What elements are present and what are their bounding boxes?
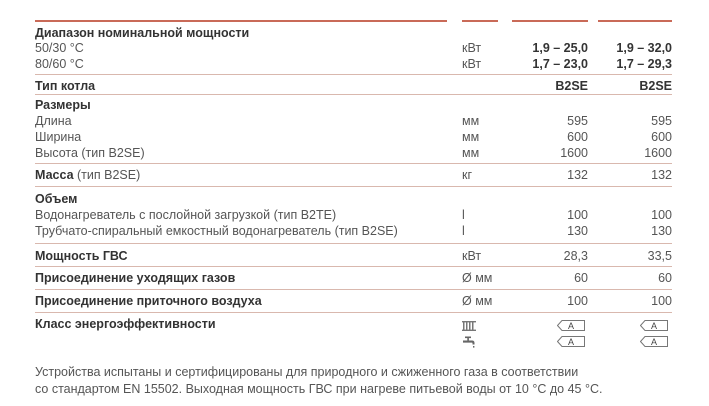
- mass-label-group: [35, 168, 140, 182]
- value-col1: 100: [567, 294, 588, 308]
- value-col1: B2SE: [555, 79, 588, 93]
- boiler-type-label: Тип котла: [35, 79, 96, 93]
- dhw-power-label: Мощность ГВС: [35, 249, 128, 263]
- energy-badge-hot-water-col2: [640, 336, 668, 347]
- row-label: 50/30 °C: [35, 41, 84, 55]
- value-col2: 600: [651, 130, 672, 144]
- value-col1: 132: [567, 168, 588, 182]
- divider: [35, 266, 672, 267]
- value-col2: 100: [651, 294, 672, 308]
- value-col1: 28,3: [563, 249, 588, 263]
- value-col2: 60: [658, 271, 672, 285]
- row-unit: мм: [462, 130, 480, 144]
- flue-gas-label: Присоединение уходящих газов: [35, 271, 236, 285]
- divider: [35, 163, 672, 164]
- energy-badge-letter: A: [567, 336, 575, 347]
- divider: [35, 74, 672, 75]
- divider: [35, 186, 672, 187]
- value-col1: 600: [567, 130, 588, 144]
- divider: [35, 312, 672, 313]
- value-col2: 132: [651, 168, 672, 182]
- divider: [35, 94, 672, 95]
- value-col2: 1600: [644, 146, 672, 160]
- value-col1: 130: [567, 224, 588, 238]
- section-title-volume: Объем: [35, 192, 78, 206]
- energy-badge-heating-col2: [640, 320, 668, 331]
- row-unit: мм: [462, 114, 480, 128]
- row-unit: кВт: [462, 249, 482, 263]
- radiator-icon: [462, 320, 476, 332]
- value-col2: B2SE: [639, 79, 672, 93]
- value-col1: 60: [574, 271, 588, 285]
- energy-badge-heating-col1: [557, 320, 585, 331]
- energy-badge-letter: A: [567, 320, 575, 331]
- mass-label: Масса: [35, 168, 74, 182]
- footnote-line-2: со стандартом EN 15502. Выходная мощность ГВС при нагреве питьевой воды от 10 °C до 45 °C.: [35, 382, 603, 396]
- row-unit: l: [462, 224, 465, 238]
- row-unit: мм: [462, 146, 480, 160]
- value-col1: 100: [567, 208, 588, 222]
- value-col2: 1,9 – 32,0: [616, 41, 672, 55]
- row-label: Длина: [35, 114, 72, 128]
- energy-badge-hot-water-col1: [557, 336, 585, 347]
- divider: [35, 289, 672, 290]
- value-col2: 595: [651, 114, 672, 128]
- row-unit: l: [462, 208, 465, 222]
- row-label: 80/60 °C: [35, 57, 84, 71]
- header-rule-col1: [512, 20, 588, 22]
- header-rule-label: [35, 20, 447, 22]
- row-unit: Ø мм: [462, 271, 493, 285]
- value-col2: 33,5: [647, 249, 672, 263]
- row-label: Трубчато-спиральный емкостный водонагреватель (тип B2SE): [35, 224, 398, 238]
- header-rule-col2: [598, 20, 672, 22]
- value-col1: 1,9 – 25,0: [532, 41, 588, 55]
- value-col1: 1600: [560, 146, 588, 160]
- energy-badge-letter: A: [650, 336, 658, 347]
- energy-class-label: Класс энергоэффективности: [35, 317, 216, 331]
- value-col2: 130: [651, 224, 672, 238]
- mass-sub-label: (тип B2SE): [77, 168, 141, 182]
- divider: [35, 243, 672, 244]
- value-col2: 100: [651, 208, 672, 222]
- row-label: Водонагреватель с послойной загрузкой (тип B2TE): [35, 208, 337, 222]
- value-col2: 1,7 – 29,3: [616, 57, 672, 71]
- row-unit: кВт: [462, 41, 482, 55]
- energy-badge-letter: A: [650, 320, 658, 331]
- row-label: Высота (тип B2SE): [35, 146, 145, 160]
- row-unit: Ø мм: [462, 294, 493, 308]
- value-col1: 595: [567, 114, 588, 128]
- row-unit: кВт: [462, 57, 482, 71]
- footnote-line-1: Устройства испытаны и сертифицированы для природного и сжиженного газа в соответствии: [35, 365, 579, 379]
- faucet-icon: [462, 336, 476, 348]
- header-rule-unit: [462, 20, 498, 22]
- section-title-dimensions: Размеры: [35, 98, 91, 112]
- supply-air-label: Присоединение приточного воздуха: [35, 294, 262, 308]
- row-label: Ширина: [35, 130, 82, 144]
- row-unit: кг: [462, 168, 473, 182]
- section-title-power-range: Диапазон номинальной мощности: [35, 26, 250, 40]
- value-col1: 1,7 – 23,0: [532, 57, 588, 71]
